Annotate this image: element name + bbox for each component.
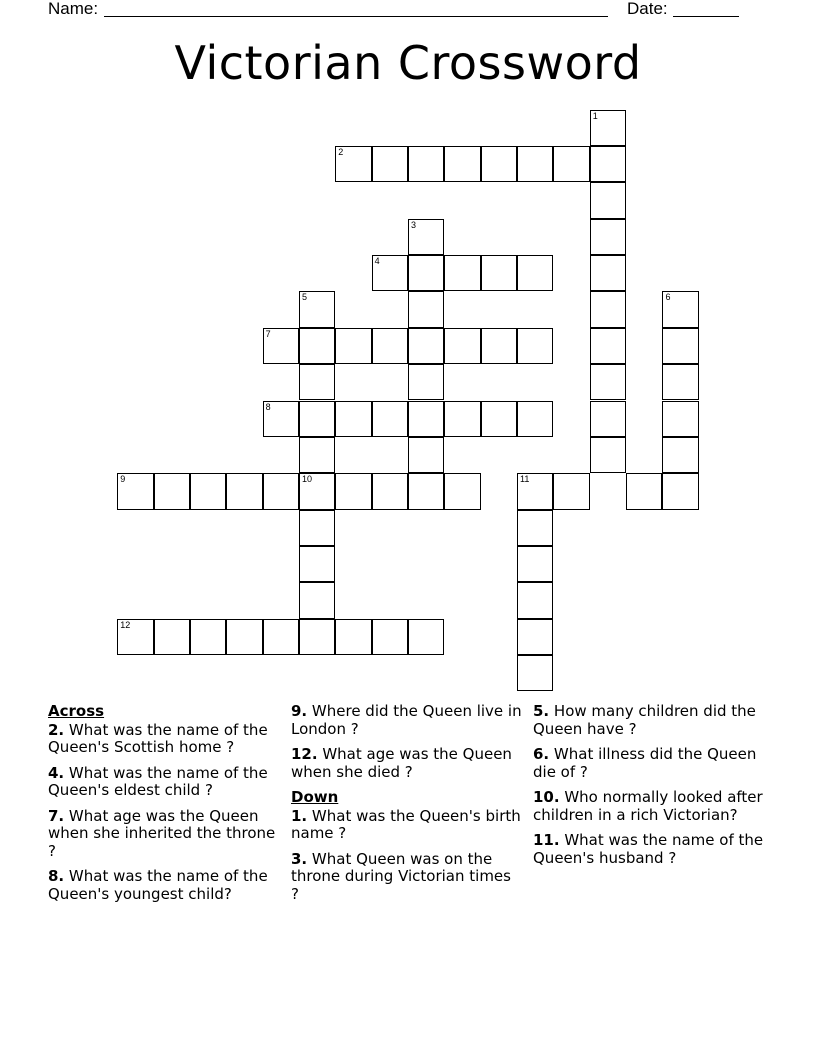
- grid-cell[interactable]: [299, 437, 335, 473]
- cell-number: 3: [411, 219, 417, 230]
- clue-number: 12.: [291, 745, 318, 763]
- down-heading: Down: [291, 788, 339, 806]
- clue-text: What was the name of the Queen's eldest child ?: [48, 763, 268, 799]
- grid-cell[interactable]: [226, 473, 262, 509]
- grid-cell[interactable]: [553, 473, 589, 509]
- grid-cell[interactable]: [372, 328, 408, 364]
- across-heading: Across: [48, 702, 105, 720]
- clue-across-8: [48, 868, 280, 903]
- page-title: Victorian Crossword: [174, 36, 642, 90]
- clue-number: 4.: [48, 763, 65, 782]
- clue-text: How many children did the Queen have ?: [533, 702, 756, 738]
- grid-cell[interactable]: [335, 146, 371, 182]
- clue-across-4: [48, 765, 280, 800]
- grid-cell[interactable]: [590, 110, 626, 146]
- clue-number: 7.: [48, 806, 65, 825]
- grid-cell[interactable]: [626, 473, 662, 509]
- grid-cell[interactable]: [154, 619, 190, 655]
- grid-cell[interactable]: [662, 364, 698, 400]
- clue-number: 9.: [291, 702, 308, 720]
- clues-column-1: [48, 703, 280, 911]
- grid-cell[interactable]: [517, 582, 553, 618]
- grid-cell[interactable]: [299, 582, 335, 618]
- grid-cell[interactable]: [662, 291, 698, 327]
- clue-number: 3.: [291, 849, 308, 868]
- clues-column-2: [291, 703, 523, 911]
- clue-text: Where did the Queen live in London ?: [291, 702, 522, 738]
- clue-across-7: [48, 808, 280, 861]
- grid-cell[interactable]: [444, 255, 480, 291]
- grid-cell[interactable]: [553, 146, 589, 182]
- grid-cell[interactable]: [190, 619, 226, 655]
- grid-cell[interactable]: [408, 364, 444, 400]
- grid-cell[interactable]: [590, 219, 626, 255]
- grid-cell[interactable]: [408, 473, 444, 509]
- grid-cell[interactable]: [408, 401, 444, 437]
- grid-cell[interactable]: [372, 146, 408, 182]
- clue-number: 2.: [48, 720, 65, 739]
- grid-cell[interactable]: [517, 619, 553, 655]
- grid-cell[interactable]: [263, 473, 299, 509]
- cell-number: 6: [665, 292, 671, 303]
- clue-text: Who normally looked after children in a rich Victorian?: [533, 788, 763, 824]
- grid-cell[interactable]: [590, 437, 626, 473]
- date-label: Date:: [627, 0, 668, 18]
- grid-cell[interactable]: [444, 401, 480, 437]
- grid-cell[interactable]: [335, 473, 371, 509]
- grid-cell[interactable]: [263, 401, 299, 437]
- grid-cell[interactable]: [372, 401, 408, 437]
- cell-number: 2: [338, 147, 344, 158]
- grid-cell[interactable]: [408, 255, 444, 291]
- grid-cell[interactable]: [226, 619, 262, 655]
- grid-cell[interactable]: [372, 619, 408, 655]
- grid-cell[interactable]: [299, 510, 335, 546]
- clue-text: What Queen was on the throne during Victorian times ?: [291, 849, 511, 903]
- grid-cell[interactable]: [299, 401, 335, 437]
- cell-number: 5: [301, 292, 307, 303]
- cell-number: 12: [120, 619, 131, 630]
- name-label: Name:: [48, 0, 99, 18]
- grid-cell[interactable]: [517, 546, 553, 582]
- clue-across-9: [291, 703, 523, 738]
- clue-number: 6.: [533, 745, 550, 763]
- grid-cell[interactable]: [299, 291, 335, 327]
- grid-cell[interactable]: [517, 473, 553, 509]
- grid-cell[interactable]: [481, 401, 517, 437]
- clue-down-10: [533, 789, 765, 824]
- grid-cell[interactable]: [444, 328, 480, 364]
- cell-number: 4: [374, 256, 380, 267]
- grid-cell[interactable]: [299, 546, 335, 582]
- grid-cell[interactable]: [190, 473, 226, 509]
- clue-number: 5.: [533, 702, 550, 720]
- grid-cell[interactable]: [517, 146, 553, 182]
- grid-cell[interactable]: [662, 473, 698, 509]
- grid-cell[interactable]: [408, 619, 444, 655]
- grid-cell[interactable]: [263, 328, 299, 364]
- grid-cell[interactable]: [590, 182, 626, 218]
- grid-cell[interactable]: [481, 328, 517, 364]
- clue-text: What age was the Queen when she died ?: [291, 745, 512, 781]
- grid-cell[interactable]: [517, 510, 553, 546]
- clue-across-12: [291, 746, 523, 781]
- grid-cell[interactable]: [481, 255, 517, 291]
- clue-number: 10.: [533, 788, 560, 806]
- grid-cell[interactable]: [517, 255, 553, 291]
- grid-cell[interactable]: [372, 473, 408, 509]
- grid-cell[interactable]: [590, 401, 626, 437]
- clue-text: What illness did the Queen die of ?: [533, 745, 757, 781]
- clue-text: What was the name of the Queen's Scottish home ?: [48, 720, 268, 756]
- grid-cell[interactable]: [481, 146, 517, 182]
- clue-text: What was the Queen's birth name ?: [291, 806, 521, 842]
- grid-cell[interactable]: [517, 401, 553, 437]
- grid-cell[interactable]: [517, 328, 553, 364]
- grid-cell[interactable]: [263, 619, 299, 655]
- clue-text: What age was the Queen when she inherited the throne ?: [48, 806, 276, 860]
- grid-cell[interactable]: [117, 473, 153, 509]
- grid-cell[interactable]: [590, 146, 626, 182]
- clue-down-1: [291, 808, 523, 843]
- grid-cell[interactable]: [444, 146, 480, 182]
- clue-down-5: [533, 703, 765, 738]
- grid-cell[interactable]: [408, 219, 444, 255]
- cell-number: 10: [301, 474, 312, 485]
- grid-cell[interactable]: [662, 328, 698, 364]
- grid-cell[interactable]: [444, 473, 480, 509]
- clue-number: 11.: [533, 831, 560, 849]
- grid-cell[interactable]: [408, 437, 444, 473]
- grid-cell[interactable]: [590, 328, 626, 364]
- grid-cell[interactable]: [299, 364, 335, 400]
- grid-cell[interactable]: [335, 619, 371, 655]
- clue-down-3: [291, 851, 523, 904]
- grid-cell[interactable]: [372, 255, 408, 291]
- grid-cell[interactable]: [662, 401, 698, 437]
- clue-text: What was the name of the Queen's youngest child?: [48, 867, 268, 903]
- cell-number: 1: [592, 110, 598, 121]
- grid-cell[interactable]: [299, 473, 335, 509]
- clue-number: 1.: [291, 806, 308, 825]
- cell-number: 9: [120, 474, 126, 485]
- grid-cell[interactable]: [517, 655, 553, 691]
- cell-number: 11: [520, 474, 530, 485]
- clue-text: What was the name of the Queen's husband ?: [533, 831, 764, 867]
- grid-cell[interactable]: [590, 364, 626, 400]
- grid-cell[interactable]: [590, 291, 626, 327]
- grid-cell[interactable]: [408, 146, 444, 182]
- grid-cell[interactable]: [408, 291, 444, 327]
- grid-cell[interactable]: [335, 401, 371, 437]
- clue-number: 8.: [48, 867, 65, 885]
- grid-cell[interactable]: [590, 255, 626, 291]
- grid-cell[interactable]: [117, 619, 153, 655]
- grid-cell[interactable]: [408, 328, 444, 364]
- grid-cell[interactable]: [662, 437, 698, 473]
- clue-down-6: [533, 746, 765, 781]
- grid-cell[interactable]: [299, 619, 335, 655]
- cell-number: 7: [265, 328, 271, 339]
- clue-across-2: [48, 722, 280, 757]
- cell-number: 8: [265, 401, 271, 412]
- grid-cell[interactable]: [299, 328, 335, 364]
- grid-cell[interactable]: [335, 328, 371, 364]
- clue-down-11: [533, 832, 765, 867]
- grid-cell[interactable]: [154, 473, 190, 509]
- clues-column-3: [533, 703, 765, 875]
